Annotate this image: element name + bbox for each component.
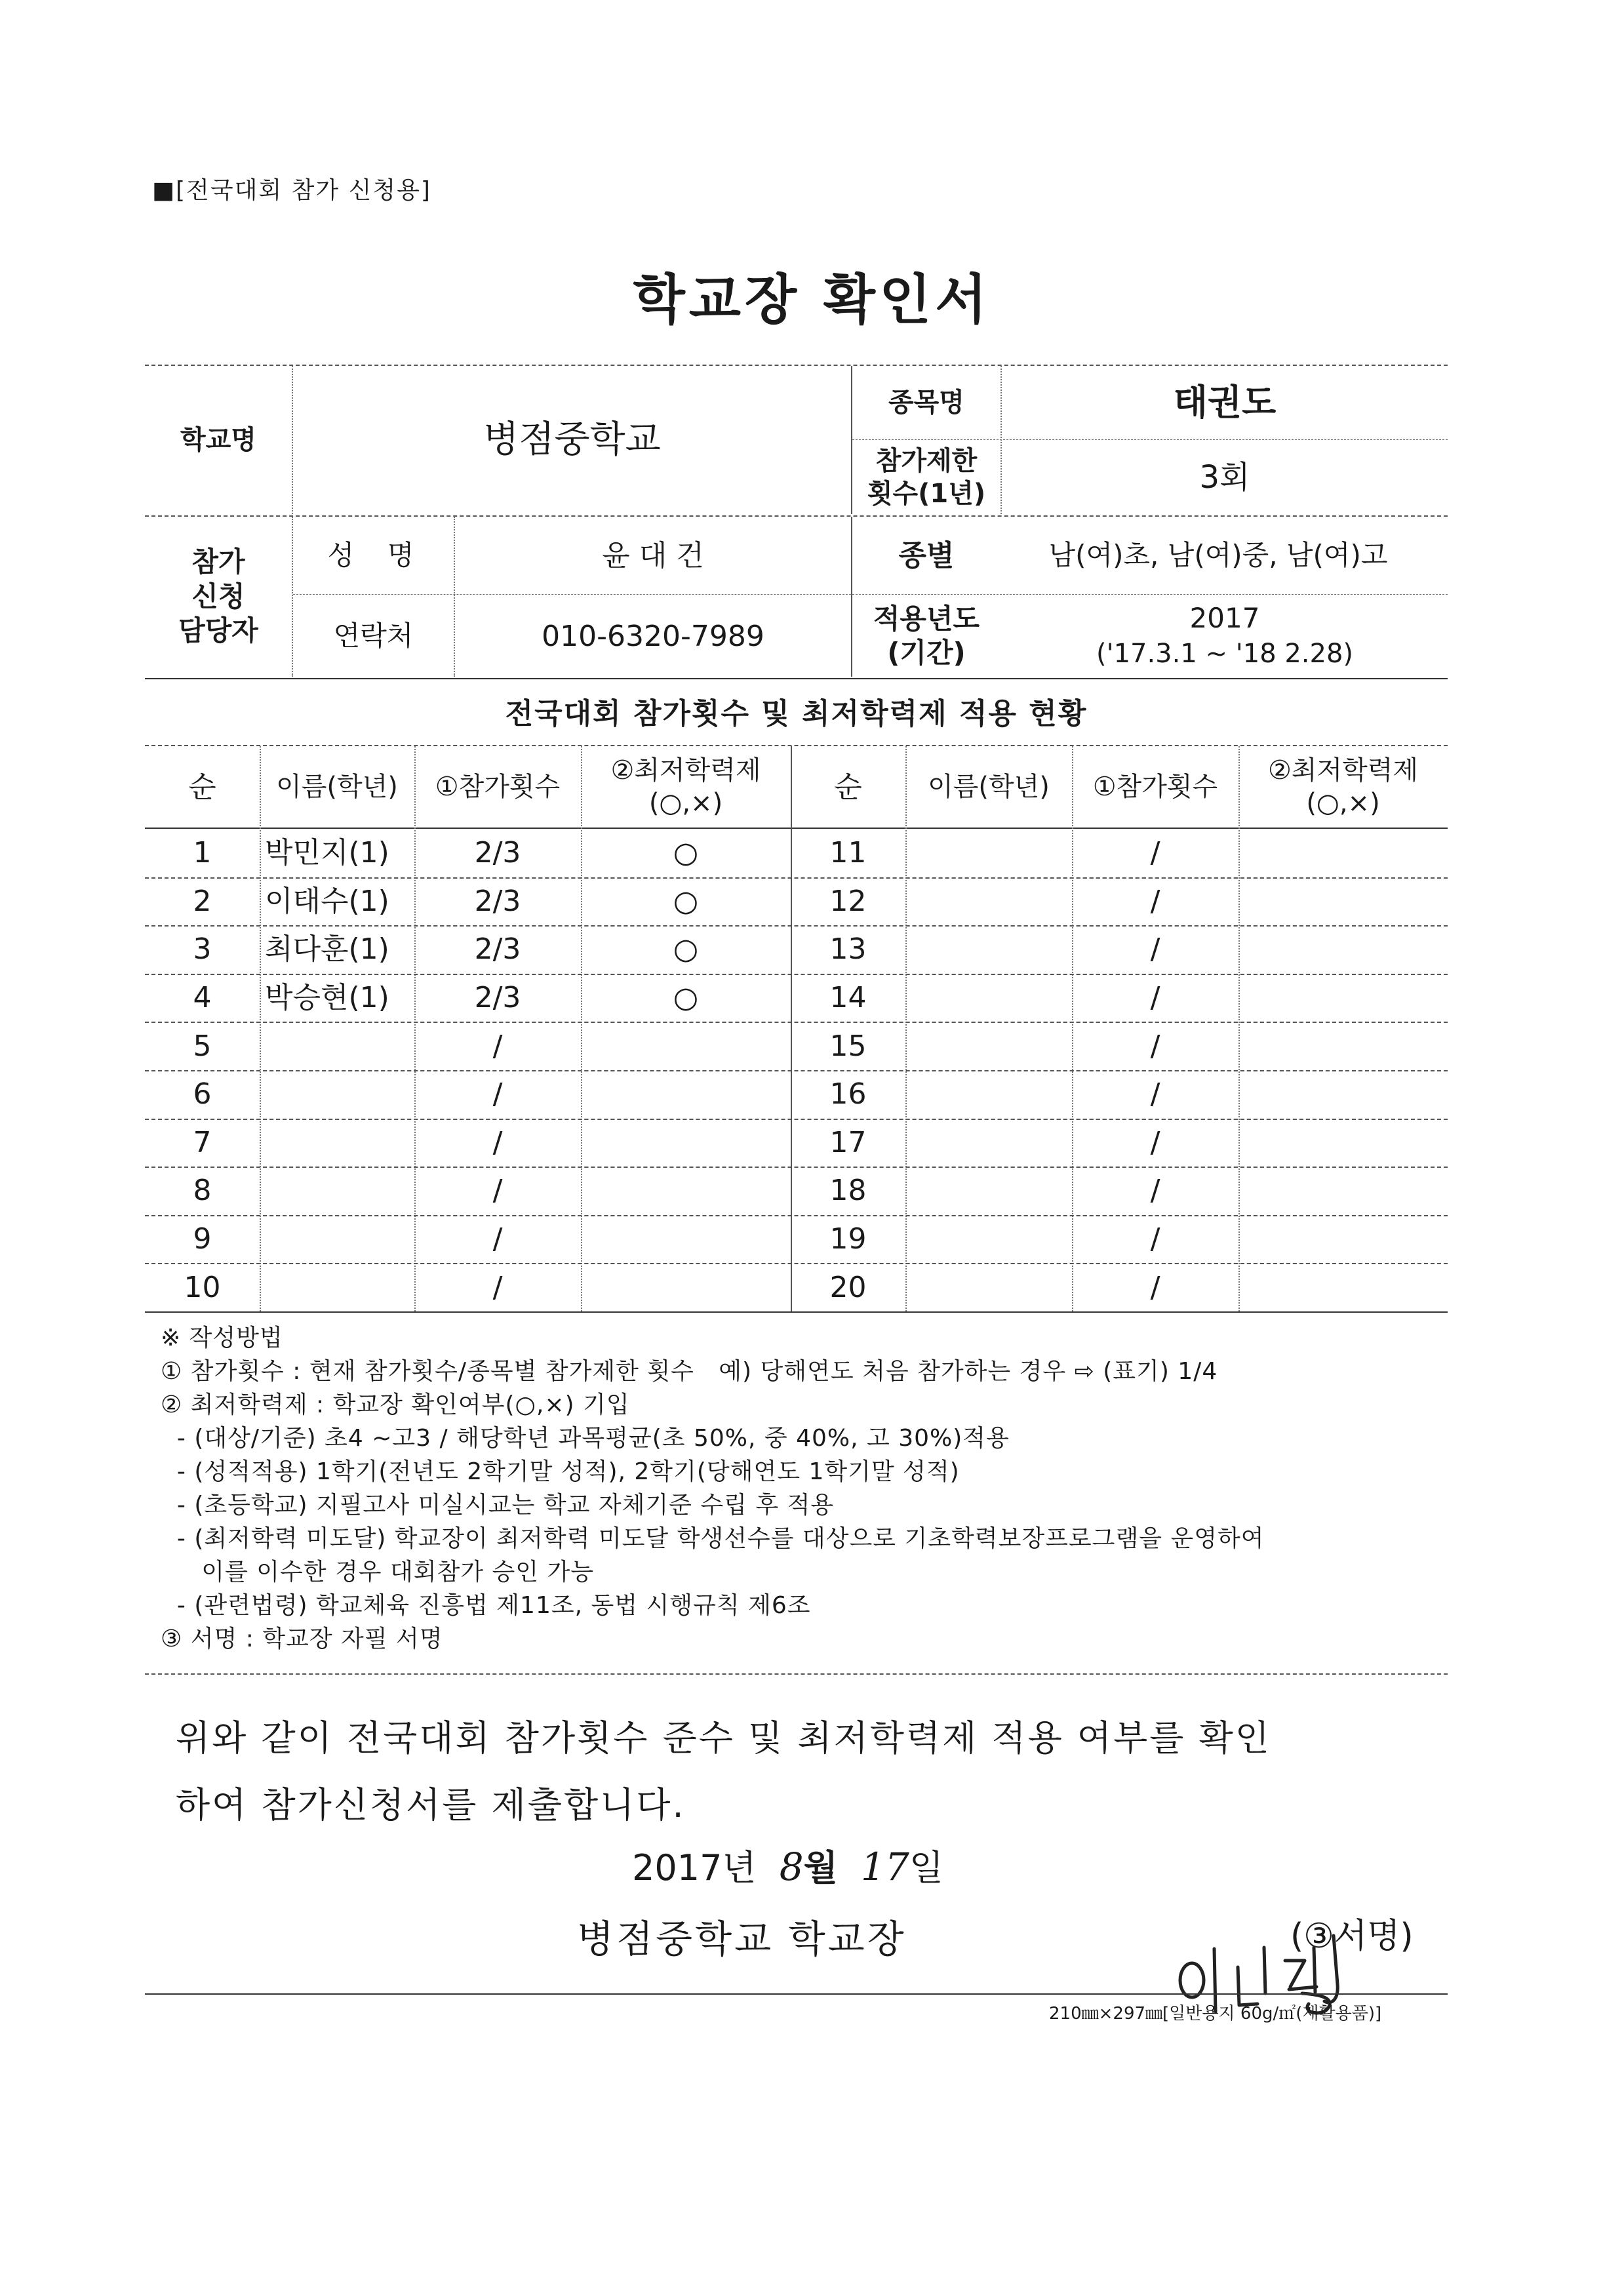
limit-value: 3회 bbox=[1199, 459, 1250, 496]
row-number: 5 bbox=[193, 1029, 212, 1063]
athlete-name bbox=[260, 1215, 414, 1264]
table-row-divider bbox=[145, 1070, 1448, 1071]
date-month-handwritten: 8 bbox=[779, 1845, 804, 1889]
col-header-no: 순 bbox=[834, 770, 862, 804]
paper-spec-footer: 210㎜×297㎜[일반용지 60g/㎡(재활용품)] bbox=[1049, 2004, 1382, 2024]
school-name-value: 병점중학교 bbox=[483, 418, 661, 461]
academic-standard-mark bbox=[1238, 1119, 1448, 1167]
academic-standard-mark: ○ bbox=[673, 932, 699, 967]
col-header-no: 순 bbox=[188, 770, 216, 804]
category-label: 종별 bbox=[898, 538, 955, 572]
athlete-name bbox=[905, 829, 1072, 877]
academic-standard-mark bbox=[581, 1022, 791, 1070]
instruction-line: - (대상/기준) 초4 ~고3 / 해당학년 과목평균(초 50%, 중 40%, 고 30%)적용 bbox=[161, 1425, 1010, 1452]
academic-standard-mark bbox=[1238, 1167, 1448, 1215]
academic-standard-mark bbox=[1238, 974, 1448, 1022]
name-label: 성 명 bbox=[327, 538, 420, 571]
academic-standard-mark bbox=[581, 1215, 791, 1264]
athlete-name bbox=[905, 974, 1072, 1022]
row-number: 10 bbox=[184, 1270, 221, 1304]
athlete-name bbox=[905, 877, 1072, 926]
academic-standard-mark bbox=[1238, 925, 1448, 974]
year-label: 적용년도 (기간) bbox=[873, 602, 980, 669]
participation-count: / bbox=[492, 1029, 503, 1063]
divider bbox=[852, 439, 1448, 440]
participation-count: / bbox=[1150, 932, 1160, 967]
document-title: 학교장 확인서 bbox=[633, 269, 991, 331]
participation-count: 2/3 bbox=[474, 884, 521, 918]
date-day-handwritten: 17 bbox=[861, 1845, 909, 1889]
instruction-line: - (성적적용) 1학기(전년도 2학기말 성적), 2학기(당해연도 1학기말 성적) bbox=[161, 1458, 960, 1485]
participation-count: / bbox=[492, 1077, 503, 1111]
academic-standard-mark bbox=[581, 1263, 791, 1311]
participation-count: / bbox=[1150, 1125, 1160, 1159]
athlete-name: 최다훈(1) bbox=[265, 932, 389, 967]
participation-count: / bbox=[492, 1270, 503, 1304]
row-number: 16 bbox=[829, 1077, 867, 1111]
academic-standard-mark: ○ bbox=[673, 836, 699, 870]
participation-count: / bbox=[1150, 1270, 1160, 1304]
row-number: 15 bbox=[829, 1029, 867, 1063]
instruction-line: ② 최저학력제 : 학교장 확인여부(○,×) 기입 bbox=[161, 1391, 630, 1418]
athlete-name bbox=[260, 1022, 414, 1070]
row-number: 9 bbox=[193, 1222, 212, 1256]
athlete-name: 이태수(1) bbox=[265, 884, 389, 918]
row-number: 6 bbox=[193, 1077, 212, 1111]
contact-value: 010-6320-7989 bbox=[542, 619, 764, 653]
col-header-name: 이름(학년) bbox=[276, 772, 398, 802]
date bbox=[632, 1840, 943, 1890]
academic-standard-mark bbox=[1238, 1070, 1448, 1119]
athlete-name bbox=[905, 925, 1072, 974]
academic-standard-mark bbox=[1238, 877, 1448, 926]
table-row-divider bbox=[145, 1215, 1448, 1216]
limit-label: 참가제한 횟수(1년) bbox=[867, 446, 986, 509]
participation-count: 2/3 bbox=[474, 836, 521, 870]
col-header-name: 이름(학년) bbox=[928, 772, 1050, 802]
row-number: 18 bbox=[829, 1174, 867, 1208]
academic-standard-mark bbox=[1238, 1215, 1448, 1264]
instruction-line: 이를 이수한 경우 대회참가 승인 가능 bbox=[161, 1559, 595, 1586]
participation-count: / bbox=[1150, 884, 1160, 918]
participation-count: / bbox=[1150, 1222, 1160, 1256]
status-title: 전국대회 참가횟수 및 최저학력제 적용 현황 bbox=[505, 697, 1088, 730]
row-number: 20 bbox=[829, 1270, 867, 1304]
participation-count: / bbox=[492, 1125, 503, 1159]
participation-count: 2/3 bbox=[474, 981, 521, 1015]
row-number: 17 bbox=[829, 1125, 867, 1159]
divider bbox=[145, 1993, 1448, 1995]
instruction-line: ① 참가횟수 : 현재 참가횟수/종목별 참가제한 횟수 예) 당해연도 처음 참가하는 경우 ⇨ (표기) 1/4 bbox=[161, 1358, 1218, 1385]
row-number: 2 bbox=[193, 884, 212, 918]
form-type-tag: ■[전국대회 참가 신청용] bbox=[152, 177, 431, 204]
row-number: 13 bbox=[829, 932, 867, 967]
divider bbox=[293, 594, 851, 595]
period-value: ('17.3.1 ~ '18 2.28) bbox=[1096, 639, 1354, 669]
athlete-name bbox=[905, 1215, 1072, 1264]
participation-count: 2/3 bbox=[474, 932, 521, 967]
school-name-label: 학교명 bbox=[180, 425, 256, 455]
athlete-name bbox=[905, 1119, 1072, 1167]
col-header-academic: ②최저학력제 (○,×) bbox=[610, 755, 761, 818]
participation-count: / bbox=[492, 1174, 503, 1208]
divider bbox=[145, 1673, 1448, 1675]
athlete-name bbox=[905, 1263, 1072, 1311]
table-row-divider bbox=[145, 925, 1448, 927]
academic-standard-mark bbox=[1238, 1022, 1448, 1070]
participation-count: / bbox=[1150, 1077, 1160, 1111]
date-day-label: 일 bbox=[909, 1847, 943, 1888]
col-header-academic: ②최저학력제 (○,×) bbox=[1267, 755, 1419, 818]
instruction-line: ③ 서명 : 학교장 자필 서명 bbox=[161, 1626, 443, 1652]
athlete-name bbox=[260, 1167, 414, 1215]
participation-count: / bbox=[1150, 836, 1160, 870]
date-month-label: 월 bbox=[803, 1847, 838, 1888]
divider bbox=[145, 1311, 1448, 1313]
category-value: 남(여)초, 남(여)중, 남(여)고 bbox=[1048, 538, 1388, 571]
athlete-name: 박민지(1) bbox=[265, 836, 389, 870]
athlete-name bbox=[905, 1070, 1072, 1119]
table-row-divider bbox=[145, 1167, 1448, 1168]
row-number: 11 bbox=[829, 836, 867, 870]
table-row-divider bbox=[145, 974, 1448, 975]
date-year: 2017년 bbox=[632, 1847, 757, 1888]
col-header-count: ①참가횟수 bbox=[1092, 772, 1218, 802]
academic-standard-mark: ○ bbox=[673, 981, 699, 1015]
instruction-line: - (관련법령) 학교체육 진흥법 제11조, 동법 시행규칙 제6조 bbox=[161, 1592, 811, 1619]
row-number: 3 bbox=[193, 932, 212, 967]
academic-standard-mark bbox=[1238, 829, 1448, 877]
athlete-name: 박승현(1) bbox=[265, 981, 389, 1015]
event-value: 태권도 bbox=[1173, 382, 1277, 424]
table-row-divider bbox=[145, 1022, 1448, 1023]
table-row-divider bbox=[145, 1119, 1448, 1120]
statement-line-1: 위와 같이 전국대회 참가횟수 준수 및 최저학력제 적용 여부를 확인 bbox=[176, 1717, 1271, 1759]
statement-line-2: 하여 참가신청서를 제출합니다. bbox=[176, 1784, 686, 1826]
row-number: 8 bbox=[193, 1174, 212, 1208]
athlete-name bbox=[905, 1167, 1072, 1215]
signature-hint: (③서명) bbox=[1290, 1917, 1414, 1956]
divider bbox=[852, 594, 1448, 595]
participation-count: / bbox=[492, 1222, 503, 1256]
athlete-name bbox=[260, 1070, 414, 1119]
divider bbox=[145, 678, 1448, 679]
col-header-count: ①참가횟수 bbox=[435, 772, 561, 802]
principal-title: 병점중학교 학교장 bbox=[577, 1917, 907, 1961]
academic-standard-mark: ○ bbox=[673, 884, 699, 918]
athlete-name bbox=[260, 1119, 414, 1167]
event-label: 종목명 bbox=[888, 388, 964, 418]
table-row-divider bbox=[145, 1263, 1448, 1264]
participation-count: / bbox=[1150, 1174, 1160, 1208]
instruction-line: ※ 작성방법 bbox=[161, 1325, 283, 1351]
participation-count: / bbox=[1150, 981, 1160, 1015]
academic-standard-mark bbox=[1238, 1263, 1448, 1311]
name-value: 윤 대 건 bbox=[602, 538, 704, 572]
row-number: 1 bbox=[193, 836, 212, 870]
row-number: 14 bbox=[829, 981, 867, 1015]
academic-standard-mark bbox=[581, 1167, 791, 1215]
row-number: 4 bbox=[193, 981, 212, 1015]
row-number: 19 bbox=[829, 1222, 867, 1256]
academic-standard-mark bbox=[581, 1119, 791, 1167]
instruction-line: - (최저학력 미도달) 학교장이 최저학력 미도달 학생선수를 대상으로 기초학력보장프로그램을 운영하여 bbox=[161, 1525, 1265, 1552]
instruction-line: - (초등학교) 지필고사 미실시교는 학교 자체기준 수립 후 적용 bbox=[161, 1492, 835, 1519]
athlete-name bbox=[905, 1022, 1072, 1070]
contact-label: 연락처 bbox=[333, 619, 414, 652]
year-value: 2017 bbox=[1189, 602, 1260, 634]
row-number: 7 bbox=[193, 1125, 212, 1159]
academic-standard-mark bbox=[581, 1070, 791, 1119]
participation-count: / bbox=[1150, 1029, 1160, 1063]
athlete-name bbox=[260, 1263, 414, 1311]
applicant-label: 참가 신청 담당자 bbox=[178, 546, 258, 647]
table-row-divider bbox=[145, 877, 1448, 879]
row-number: 12 bbox=[829, 884, 867, 918]
